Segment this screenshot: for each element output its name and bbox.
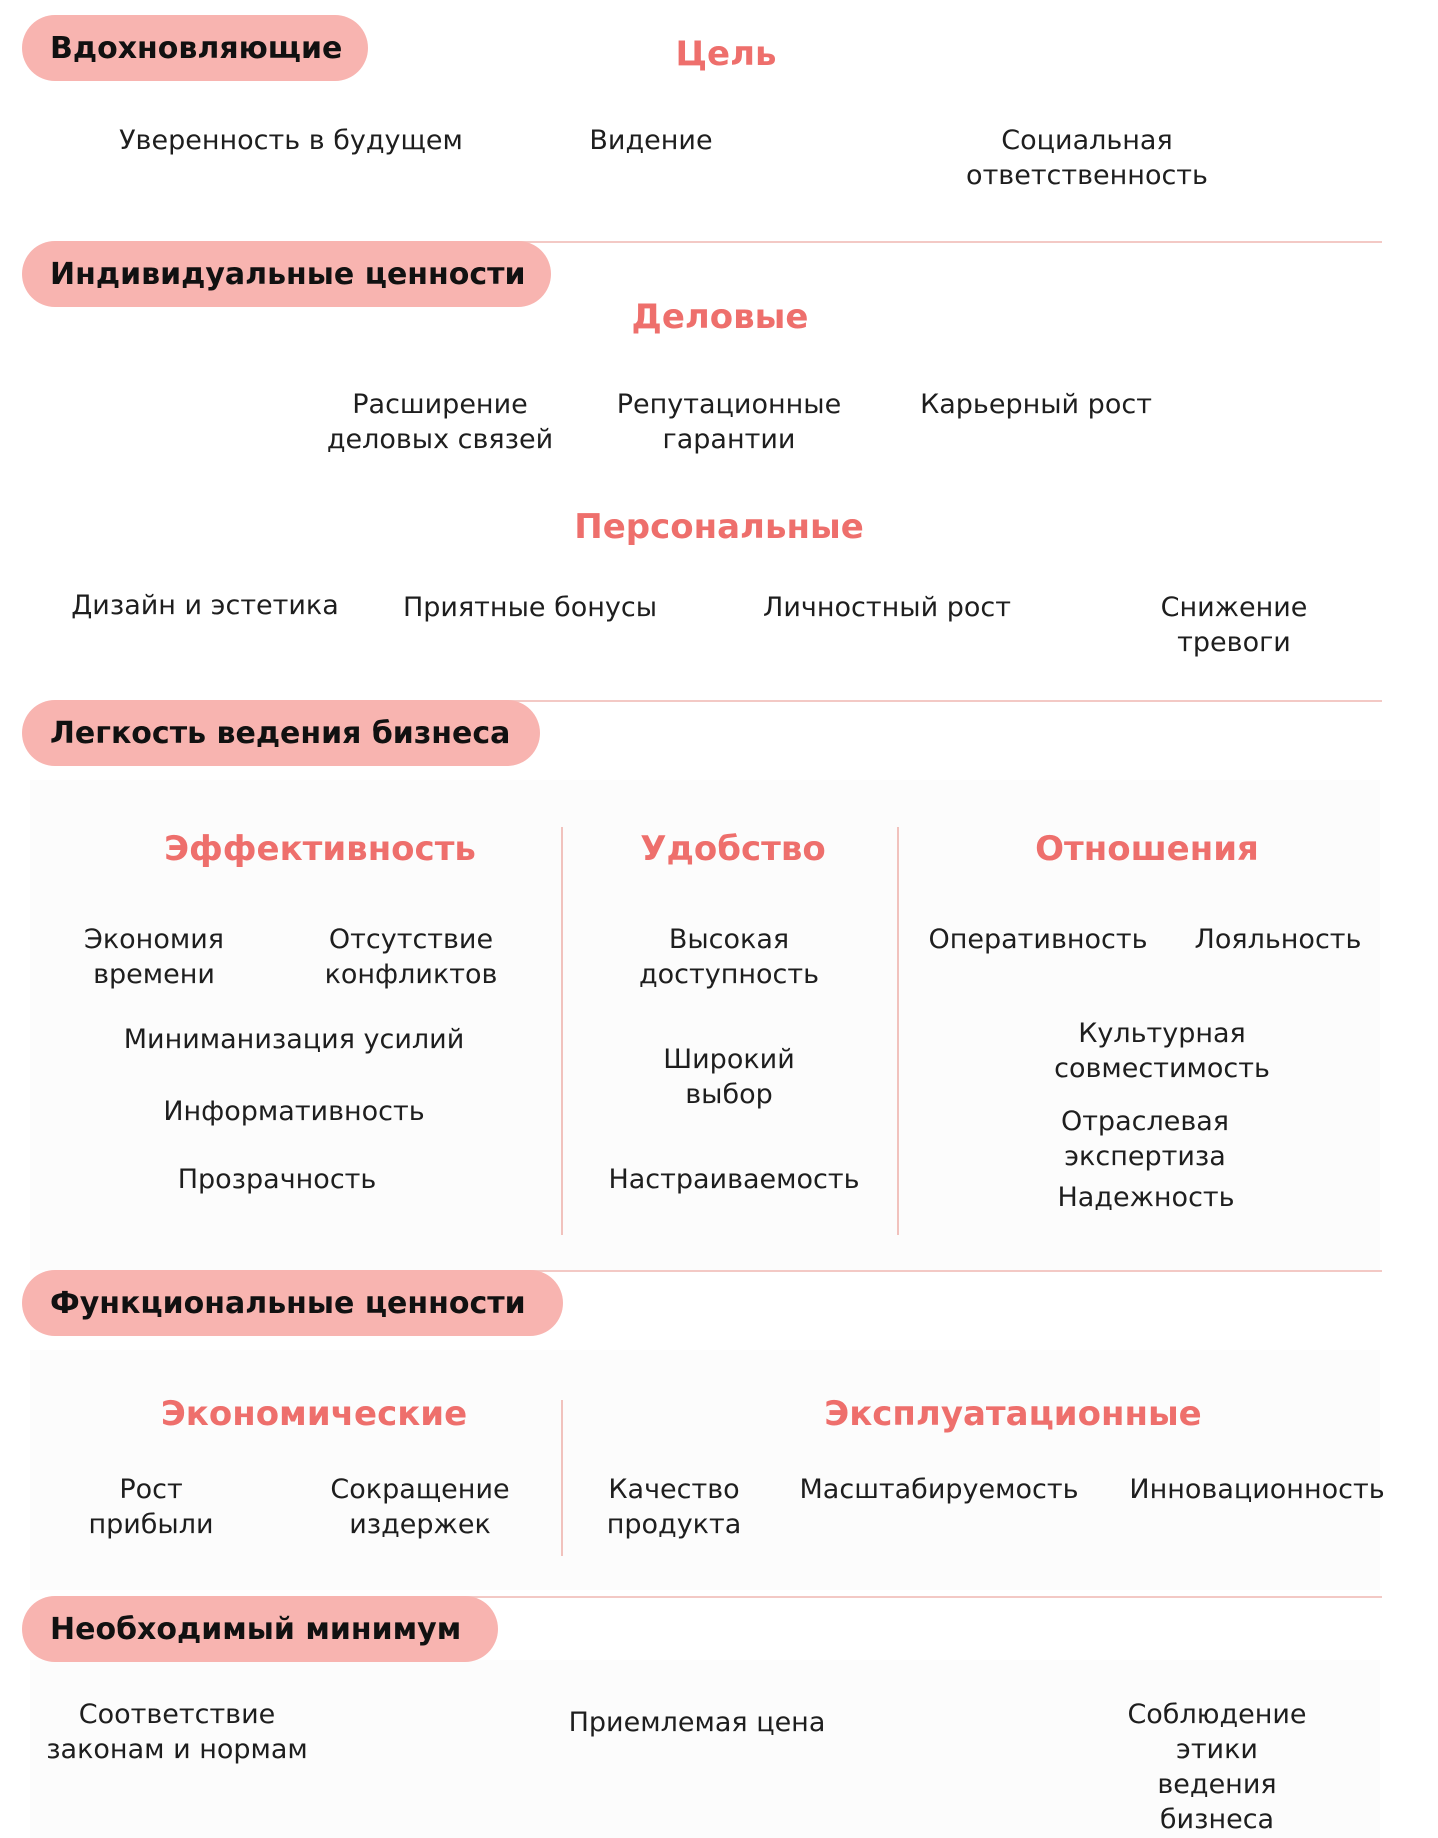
subheading-convenience: Удобство <box>640 829 826 869</box>
value-item: Расширение деловых связей <box>326 389 554 455</box>
subheading-economic: Экономические <box>160 1394 468 1434</box>
subheading-personal: Персональные <box>574 507 864 547</box>
section-divider <box>380 1596 1382 1598</box>
value-item: Уверенность в будущем <box>119 125 463 156</box>
column-divider <box>897 827 899 1235</box>
value-item: Рост прибыли <box>88 1474 214 1540</box>
subheading-operational: Эксплуатационные <box>824 1394 1202 1434</box>
value-item: Репутационные гарантии <box>616 389 842 455</box>
subheading-business: Деловые <box>631 297 809 337</box>
value-item: Личностный рост <box>763 592 1011 623</box>
value-item: Карьерный рост <box>920 389 1152 420</box>
value-item: Социальная ответственность <box>966 125 1208 191</box>
column-divider <box>561 1400 563 1556</box>
value-item: Оперативность <box>928 924 1148 955</box>
column-divider <box>561 827 563 1235</box>
value-item: Настраиваемость <box>608 1164 860 1195</box>
value-item: Снижение тревоги <box>1160 592 1308 658</box>
section-pill-ease: Легкость ведения бизнеса <box>22 700 540 766</box>
section-pill-minimum: Необходимый минимум <box>22 1596 498 1662</box>
value-item: Приятные бонусы <box>402 592 658 623</box>
value-item: Широкий выбор <box>663 1044 795 1110</box>
value-item: Культурная совместимость <box>1054 1018 1270 1084</box>
value-item: Дизайн и эстетика <box>71 590 339 621</box>
value-item: Экономия времени <box>83 924 225 990</box>
value-item: Сокращение издержек <box>330 1474 510 1540</box>
value-item: Прозрачность <box>177 1164 377 1195</box>
section-pill-inspiring: Вдохновляющие <box>22 15 368 81</box>
value-item: Информативность <box>163 1096 425 1127</box>
section-pill-functional: Функциональные ценности <box>22 1270 563 1336</box>
value-item: Надежность <box>1057 1182 1235 1213</box>
value-item: Соответствие законам и нормам <box>46 1699 308 1765</box>
value-item: Высокая доступность <box>638 924 820 990</box>
value-item: Соблюдение этики ведения бизнеса <box>1127 1699 1307 1835</box>
section-pill-individual: Индивидуальные ценности <box>22 241 551 307</box>
subheading-efficiency: Эффективность <box>164 829 476 869</box>
value-item: Лояльность <box>1194 924 1362 955</box>
section-band-functional <box>30 1350 1380 1590</box>
value-item: Отсутствие конфликтов <box>324 924 498 990</box>
value-item: Масштабируемость <box>799 1474 1079 1505</box>
value-item: Качество продукта <box>606 1474 742 1540</box>
subheading-goal: Цель <box>675 34 777 74</box>
value-item: Инновационность <box>1129 1474 1385 1505</box>
value-item: Приемлемая цена <box>568 1707 826 1738</box>
value-item: Отраслевая экспертиза <box>1060 1106 1230 1172</box>
value-item: Миниманизация усилий <box>123 1024 465 1055</box>
value-item: Видение <box>589 125 713 156</box>
subheading-relations: Отношения <box>1035 829 1259 869</box>
section-divider <box>380 700 1382 702</box>
